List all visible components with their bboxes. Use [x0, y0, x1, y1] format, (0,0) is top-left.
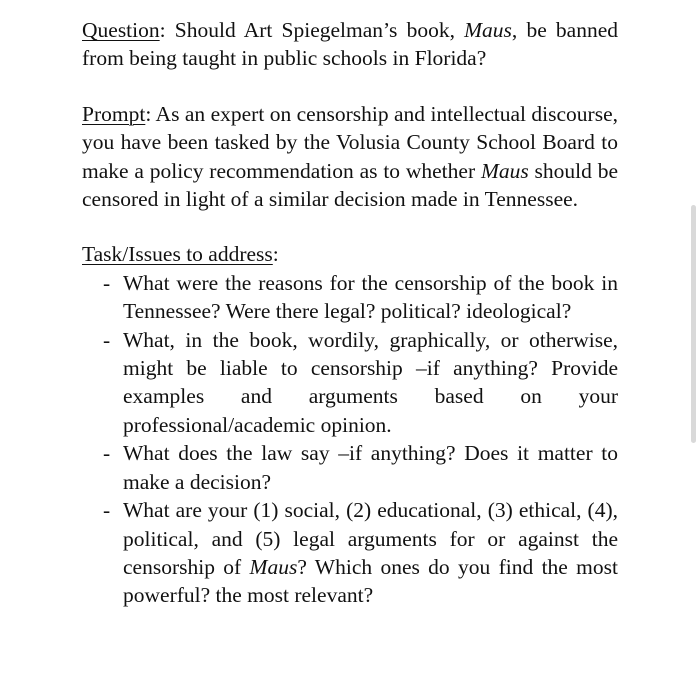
- prompt-text-end: should be censored in light of a similar decision made in Tennessee.: [82, 158, 618, 212]
- prompt-paragraph: [82, 100, 618, 214]
- question-separator: :: [159, 18, 175, 42]
- task-3-text: What does the law say –if anything? Does it matter to make a decision?: [123, 441, 618, 494]
- task-item-2: [82, 326, 618, 440]
- prompt-label: Prompt: [82, 101, 146, 126]
- bullet-dash: -: [103, 498, 111, 523]
- task-4-book-title: Maus: [249, 554, 298, 579]
- task-item-1: [82, 269, 618, 326]
- question-label: Question: [82, 18, 160, 42]
- question-book-title: Maus: [464, 18, 512, 42]
- bullet-dash: -: [103, 327, 111, 352]
- document-body: [82, 16, 618, 610]
- prompt-text-start: As an expert on censorship and intellectual discourse, you have been tasked by the Volusia County School Board to make a policy recommendation as to whether: [82, 101, 618, 183]
- tasks-heading: Task/Issues to address: [82, 242, 273, 267]
- tasks-heading-colon: :: [272, 242, 279, 267]
- question-paragraph: [82, 16, 618, 73]
- bullet-dash: -: [103, 441, 111, 466]
- task-2-text: What, in the book, wordily, graphically, or otherwise, might be liable to censorship –if anything? Provide examples and arguments based on your professional/academic opinion.: [123, 327, 618, 437]
- question-text-end: , be banned from being taught in public schools in Florida?: [82, 18, 618, 71]
- prompt-separator: :: [145, 101, 156, 126]
- task-4-text: What are your (1) social, (2) educational, (3) ethical, (4), political, and (5) legal arguments for or against the censorship of: [123, 498, 618, 579]
- tasks-heading-line: [82, 240, 618, 268]
- bullet-dash: -: [103, 270, 111, 295]
- task-item-4: [82, 496, 618, 610]
- prompt-book-title: Maus: [480, 158, 529, 183]
- task-item-3: [82, 439, 618, 496]
- question-text-start: Should Art Spiegelman’s book,: [174, 18, 465, 42]
- vertical-scrollbar[interactable]: [691, 205, 696, 443]
- task-4-text-end: ? Which ones do you find the most powerful? the most relevant?: [123, 554, 618, 608]
- task-1-text: What were the reasons for the censorship of the book in Tennessee? Were there legal? political? ideological?: [123, 270, 618, 324]
- tasks-list: [82, 269, 618, 610]
